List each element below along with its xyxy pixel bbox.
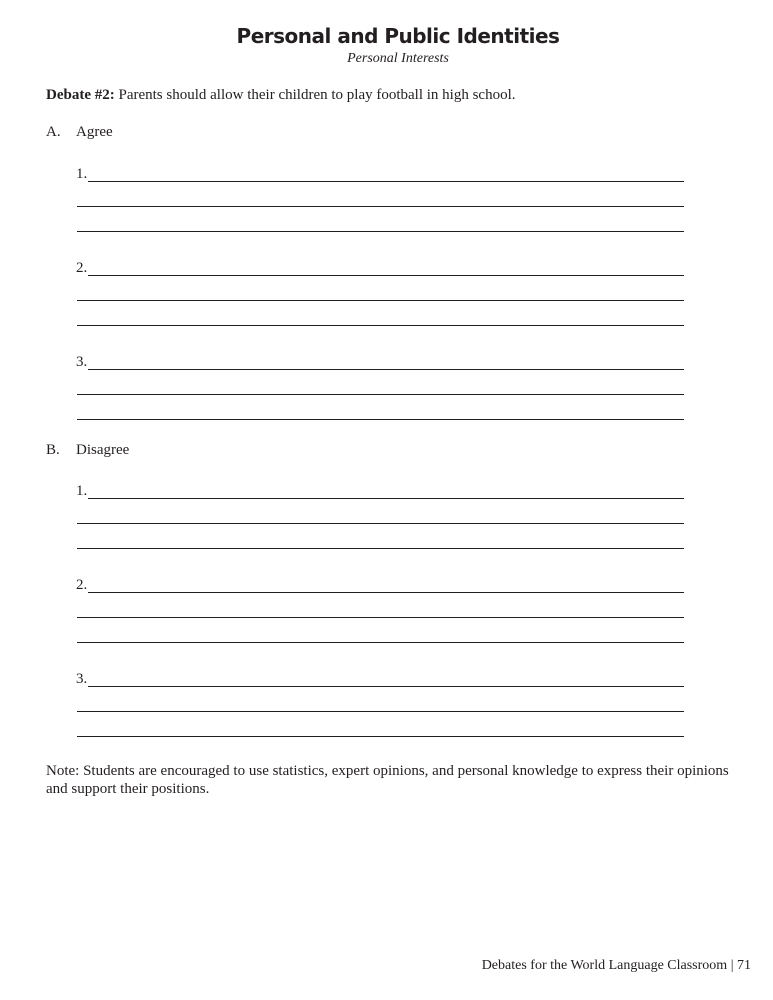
section-label: Disagree	[76, 442, 130, 458]
answer-line[interactable]	[77, 523, 684, 524]
item-number: 1.	[76, 483, 88, 499]
footer-separator: |	[730, 958, 734, 973]
answer-line[interactable]	[77, 206, 684, 207]
item-number: 1.	[76, 166, 88, 182]
page-title: Personal and Public Identities	[236, 24, 560, 48]
answer-line[interactable]	[77, 231, 684, 232]
answer-line[interactable]	[88, 275, 684, 276]
section-heading	[46, 442, 130, 459]
answer-line[interactable]	[77, 736, 684, 737]
answer-line[interactable]	[88, 181, 684, 182]
debate-statement: Parents should allow their children to play football in high school.	[118, 87, 516, 103]
item-number: 2.	[76, 577, 88, 593]
answer-line[interactable]	[77, 300, 684, 301]
page-footer	[482, 958, 751, 974]
section-letter: A.	[46, 124, 61, 140]
section-heading	[46, 124, 113, 141]
answer-line[interactable]	[88, 498, 684, 499]
section-label: Agree	[76, 124, 113, 140]
answer-line[interactable]	[88, 686, 684, 687]
answer-line[interactable]	[77, 325, 684, 326]
answer-line[interactable]	[77, 642, 684, 643]
answer-line[interactable]	[77, 394, 684, 395]
page-subtitle: Personal Interests	[347, 51, 449, 66]
section-letter: B.	[46, 442, 60, 458]
debate-prompt	[46, 87, 516, 104]
item-number: 3.	[76, 671, 88, 687]
answer-line[interactable]	[88, 369, 684, 370]
answer-line[interactable]	[88, 592, 684, 593]
page-number: 71	[737, 958, 751, 973]
answer-line[interactable]	[77, 711, 684, 712]
item-number: 2.	[76, 260, 88, 276]
book-title: Debates for the World Language Classroom	[481, 958, 728, 973]
item-number: 3.	[76, 354, 88, 370]
debate-label: Debate #2:	[46, 87, 115, 103]
answer-line[interactable]	[77, 548, 684, 549]
answer-line[interactable]	[77, 419, 684, 420]
answer-line[interactable]	[77, 617, 684, 618]
note: Note: Students are encouraged to use statistics, expert opinions, and personal knowledge to express their opinions and support their positions.	[46, 763, 729, 797]
